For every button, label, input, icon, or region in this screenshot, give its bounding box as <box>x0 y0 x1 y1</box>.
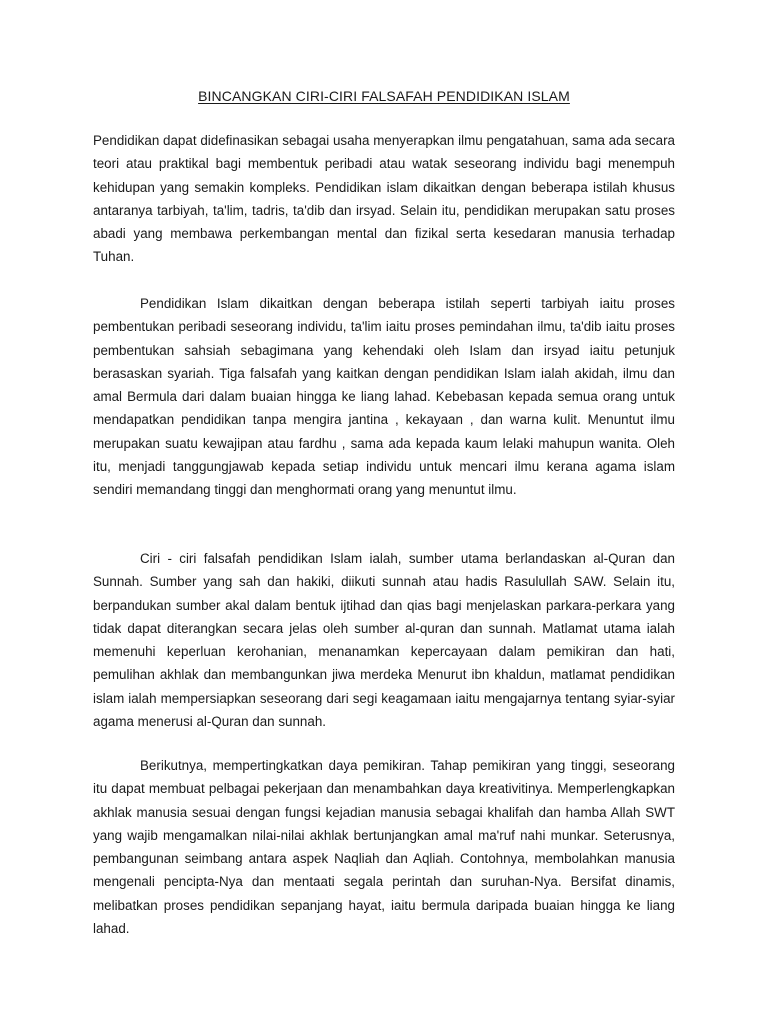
paragraph-3: Ciri - ciri falsafah pendidikan Islam ialah, sumber utama berlandaskan al-Quran dan Sunnah. Sumber yang sah dan hakiki, diikuti sunnah atau hadis Rasulullah SAW. Selain itu, berpandukan sumber akal dalam bentuk ijtihad dan qias bagi menjelaskan parkara-perkara yang tidak dapat diterangkan secara jelas oleh sumber al-quran dan sunnah. Matlamat utama ialah memenuhi keperluan kerohanian, menanamkan kepercayaan dalam pemikiran dan hati, pemulihan akhlak dan membangunkan jiwa merdeka Menurut ibn khaldun, matlamat pendidikan islam ialah mempersiapkan seseorang dari segi keagamaan iaitu mengajarnya tentang syiar-syiar agama menerusi al-Quran dan sunnah. <box>93 551 675 730</box>
document-title: BINCANGKAN CIRI-CIRI FALSAFAH PENDIDIKAN ISLAM <box>198 88 570 104</box>
paragraph-2: Pendidikan Islam dikaitkan dengan beberapa istilah seperti tarbiyah iaitu proses pembentukan peribadi seseorang individu, ta'lim iaitu proses pemindahan ilmu, ta'dib iaitu proses pembentukan sahsiah sebagimana yang kehendaki oleh Islam dan irsyad iaitu petunjuk berasaskan syariah. Tiga falsafah yang kaitkan dengan pendidikan Islam ialah akidah, ilmu dan amal Bermula dari dalam buaian hingga ke liang lahad. Kebebasan kepada semua orang untuk mendapatkan pendidikan tanpa mengira jantina , kekayaan , dan warna kulit. Menuntut ilmu merupakan suatu kewajipan atau fardhu , sama ada kepada kaum lelaki mahupun wanita. Oleh itu, menjadi tanggungjawab kepada setiap individu untuk mencari ilmu kerana agama islam sendiri memandang tinggi dan menghormati orang yang menuntut ilmu. <box>93 296 675 498</box>
paragraph-1: Pendidikan dapat didefinasikan sebagai usaha menyerapkan ilmu pengatahuan, sama ada secara teori atau praktikal bagi membentuk peribadi atau watak seseorang individu bagi menempuh kehidupan yang semakin kompleks. Pendidikan islam dikaitkan dengan beberapa istilah khusus antaranya tarbiyah, ta'lim, tadris, ta'dib dan irsyad. Selain itu, pendidikan merupakan satu proses abadi yang membawa perkembangan mental dan fizikal serta kesedaran manusia terhadap Tuhan. <box>93 133 675 265</box>
paragraph-4: Berikutnya, mempertingkatkan daya pemikiran. Tahap pemikiran yang tinggi, seseorang itu dapat membuat pelbagai pekerjaan dan menambahkan daya kreativitinya. Memperlengkapkan akhlak manusia sesuai dengan fungsi kejadian manusia sebagai khalifah dan hamba Allah SWT yang wajib mengamalkan nilai-nilai akhlak bertunjangkan amal ma'ruf nahi munkar. Seterusnya, pembangunan seimbang antara aspek Naqliah dan Aqliah. Contohnya, membolahkan manusia mengenali pencipta-Nya dan mentaati segala perintah dan suruhan-Nya. Bersifat dinamis, melibatkan proses pendidikan sepanjang hayat, iaitu bermula daripada buaian hingga ke liang lahad. <box>93 758 675 937</box>
